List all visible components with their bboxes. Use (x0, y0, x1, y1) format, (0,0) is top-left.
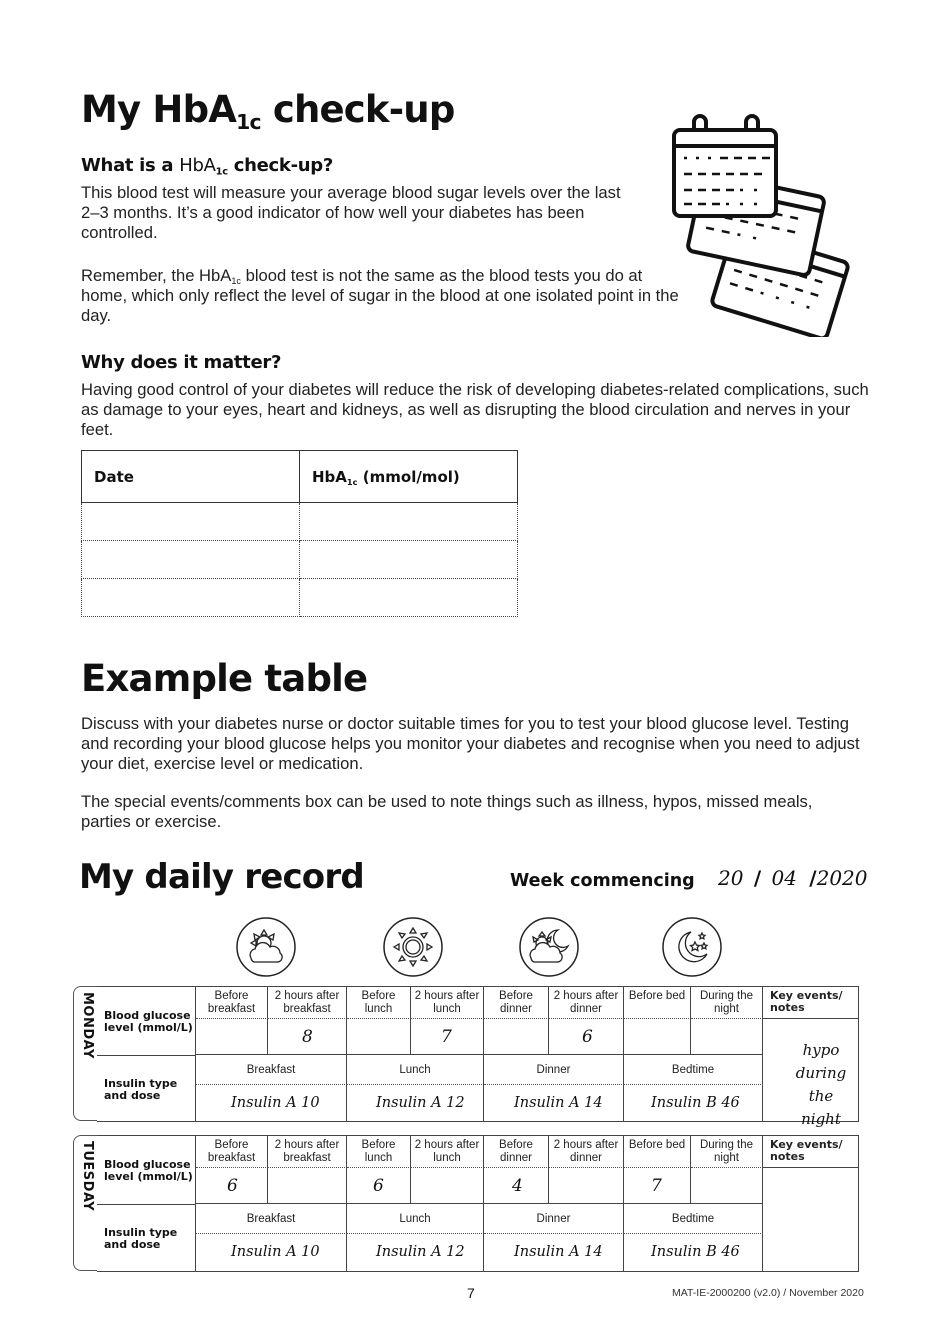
week-month: 04 (771, 866, 797, 890)
insulin-label: Insulin type and dose (104, 1077, 178, 1102)
remember-sub: 1c (231, 276, 241, 287)
what-pre: What is a (81, 155, 180, 176)
what-is-heading (81, 155, 333, 176)
date-cell[interactable] (82, 503, 300, 541)
date-column-header: Date (82, 451, 300, 503)
notes-cell[interactable] (763, 1168, 859, 1272)
glucose-value: 7 (651, 1176, 662, 1196)
header-before-bed: Before bed (624, 1136, 691, 1168)
glucose-cell[interactable] (549, 1168, 624, 1204)
divider (97, 1204, 196, 1205)
table-row (82, 503, 518, 541)
hb-sub: 1c (346, 476, 358, 487)
insulin-value: Insulin B 46 (651, 1095, 740, 1111)
glucose-cell[interactable] (347, 1019, 411, 1055)
page-number: 7 (467, 1285, 475, 1301)
meal-bedtime-header: Bedtime (624, 1204, 763, 1234)
insulin-label: Insulin type and dose (104, 1226, 178, 1251)
divider (97, 1055, 196, 1056)
blood-glucose-label: Blood glucose level (mmol/L) (104, 1158, 193, 1183)
glucose-cell[interactable] (691, 1019, 763, 1055)
date-separator: / (753, 866, 762, 890)
date-cell[interactable] (82, 541, 300, 579)
hba1c-cell[interactable] (300, 541, 518, 579)
what-hb: HbA (179, 155, 216, 176)
monday-record (73, 986, 859, 1128)
remember-pre: Remember, the HbA (81, 266, 232, 285)
week-year: 2020 (816, 866, 868, 890)
title-text-end: check-up (260, 88, 455, 131)
glucose-value: 6 (227, 1176, 238, 1196)
meal-lunch-header: Lunch (347, 1204, 484, 1234)
sunset-moon-icon (518, 916, 580, 978)
header-after-lunch: 2 hours after lunch (411, 987, 484, 1019)
header-during-night: During the night (691, 987, 763, 1019)
tuesday-grid (97, 1135, 859, 1271)
meal-lunch-header: Lunch (347, 1055, 484, 1085)
monday-grid (97, 986, 859, 1128)
header-key-events: Key events/ notes (763, 1136, 859, 1168)
document-code: MAT-IE-2000200 (v2.0) / November 2020 (672, 1287, 864, 1299)
hb-post: (mmol/mol) (357, 467, 460, 486)
meal-dinner-header: Dinner (484, 1055, 624, 1085)
header-before-dinner: Before dinner (484, 1136, 549, 1168)
glucose-cell[interactable] (691, 1168, 763, 1204)
table-row (82, 541, 518, 579)
meal-breakfast-header: Breakfast (196, 1055, 347, 1085)
sun-icon (382, 916, 444, 978)
header-before-lunch: Before lunch (347, 987, 411, 1019)
header-before-breakfast: Before breakfast (196, 1136, 268, 1168)
example-title: Example table (81, 657, 368, 700)
glucose-cell[interactable] (196, 1019, 268, 1055)
hba1c-cell[interactable] (300, 579, 518, 617)
example-paragraph-2: The special events/comments box can be used to note things such as illness, hypos, missed meals, parties or exercise. (81, 792, 813, 831)
glucose-value: 6 (582, 1027, 593, 1047)
glucose-cell[interactable] (484, 1019, 549, 1055)
header-before-dinner: Before dinner (484, 987, 549, 1019)
glucose-cell[interactable] (268, 1168, 347, 1204)
meal-bedtime-header: Bedtime (624, 1055, 763, 1085)
why-paragraph: Having good control of your diabetes will reduce the risk of developing diabetes-related complications, such as damage to your eyes, heart and kidneys, as well as disrupting the blood circulation and nerves in your feet. (81, 380, 869, 439)
glucose-cell[interactable] (411, 1168, 484, 1204)
insulin-value: Insulin B 46 (651, 1244, 740, 1260)
notes-value: hypo during the night (795, 1041, 847, 1128)
insulin-value: Insulin A 10 (231, 1095, 320, 1111)
meal-breakfast-header: Breakfast (196, 1204, 347, 1234)
day-label: MONDAY (80, 992, 95, 1059)
date-cell[interactable] (82, 579, 300, 617)
example-paragraph-1: Discuss with your diabetes nurse or doctor suitable times for you to test your blood glucose level. Testing and recording your blood glucose helps you monitor your diabetes and recognise when you need to adjust your diet, exercise level or medication. (81, 714, 860, 773)
week-commencing-label: Week commencing (510, 871, 695, 891)
remember-paragraph (81, 266, 681, 326)
calendars-illustration (668, 112, 884, 337)
header-during-night: During the night (691, 1136, 763, 1168)
week-commencing-date[interactable] (718, 866, 868, 890)
hba1c-title (81, 88, 455, 135)
sunrise-icon (235, 916, 297, 978)
header-after-breakfast: 2 hours after breakfast (268, 987, 347, 1019)
table-row (82, 579, 518, 617)
insulin-value: Insulin A 12 (376, 1095, 465, 1111)
insulin-value: Insulin A 14 (514, 1244, 603, 1260)
what-sub: 1c (215, 166, 228, 178)
insulin-value: Insulin A 14 (514, 1095, 603, 1111)
tuesday-record (73, 1135, 859, 1271)
glucose-value: 8 (302, 1027, 313, 1047)
glucose-value: 6 (373, 1176, 384, 1196)
hb-pre: HbA (312, 467, 347, 486)
header-after-dinner: 2 hours after dinner (549, 1136, 624, 1168)
remember-post: blood test is not the same as the blood tests you do at home, which only reflect the level of sugar in the blood at one isolated point in the day. (81, 266, 679, 325)
what-post: check-up? (227, 155, 333, 176)
title-text: My HbA (81, 88, 237, 131)
day-label: TUESDAY (80, 1141, 95, 1212)
header-key-events: Key events/ notes (763, 987, 859, 1019)
header-after-dinner: 2 hours after dinner (549, 987, 624, 1019)
hba1c-record-table (81, 450, 518, 617)
why-heading: Why does it matter? (81, 352, 282, 373)
blood-glucose-label: Blood glucose level (mmol/L) (104, 1009, 193, 1034)
hba1c-cell[interactable] (300, 503, 518, 541)
header-before-bed: Before bed (624, 987, 691, 1019)
divider (97, 1271, 196, 1272)
table-header-row (82, 451, 518, 503)
header-after-breakfast: 2 hours after breakfast (268, 1136, 347, 1168)
header-after-lunch: 2 hours after lunch (411, 1136, 484, 1168)
what-is-paragraph: This blood test will measure your average blood sugar levels over the last 2–3 months. It’s a good indicator of how well your diabetes has been controlled. (81, 183, 621, 242)
glucose-cell[interactable] (624, 1019, 691, 1055)
meal-dinner-header: Dinner (484, 1204, 624, 1234)
insulin-value: Insulin A 12 (376, 1244, 465, 1260)
hba1c-column-header (300, 451, 518, 503)
title-subscript: 1c (236, 110, 261, 135)
week-day: 20 (718, 866, 744, 890)
daily-record-title: My daily record (79, 857, 364, 897)
night-moon-stars-icon (661, 916, 723, 978)
header-before-breakfast: Before breakfast (196, 987, 268, 1019)
divider (97, 1121, 196, 1122)
glucose-value: 7 (441, 1027, 452, 1047)
insulin-value: Insulin A 10 (231, 1244, 320, 1260)
date-separator: / (809, 866, 817, 890)
header-before-lunch: Before lunch (347, 1136, 411, 1168)
glucose-value: 4 (512, 1176, 523, 1196)
